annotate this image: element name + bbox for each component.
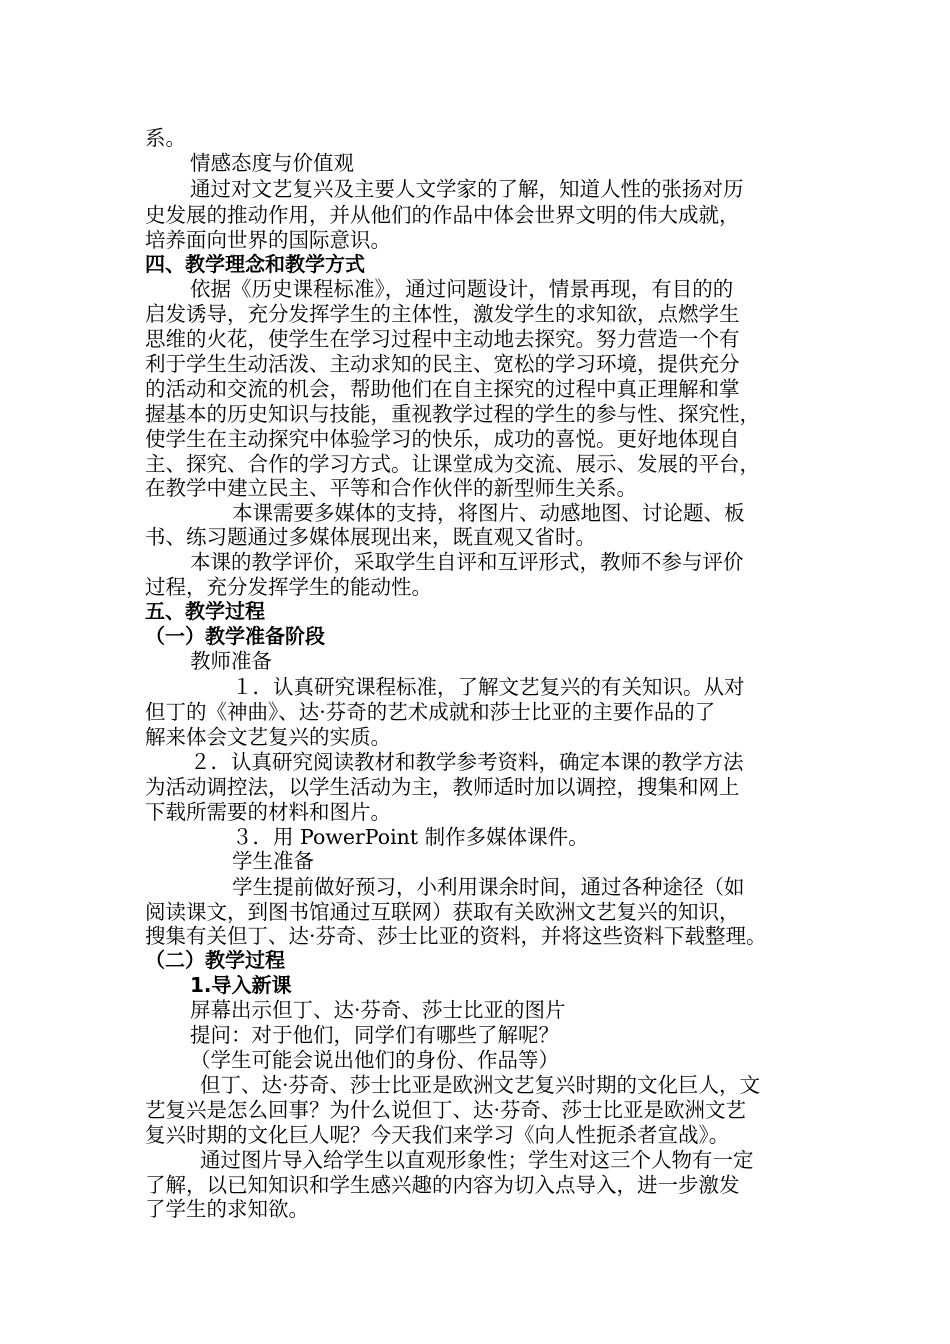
paragraph-line: 思维的火花，使学生在学习过程中主动地去探究。努力营造一个有 xyxy=(145,327,740,351)
paragraph-line: 下载所需要的材料和图片。 xyxy=(145,800,391,824)
paragraph-line: 使学生在主动探究中体验学习的快乐，成功的喜悦。更好地体现自 xyxy=(145,427,740,451)
paragraph-line: 提问：对于他们，同学们有哪些了解呢？ xyxy=(190,1023,559,1047)
paragraph-line: 培养面向世界的国际意识。 xyxy=(145,228,391,252)
paragraph-line: 了解，以已知知识和学生感兴趣的内容为切入点导入，进一步激发 xyxy=(145,1173,740,1197)
paragraph-line: 依据《历史课程标准》，通过问题设计，情景再现，有目的的 xyxy=(190,277,734,301)
paragraph-line: ３．用 PowerPoint 制作多媒体课件。 xyxy=(232,825,589,849)
paragraph-line: 过程，充分发挥学生的能动性。 xyxy=(145,575,432,599)
paragraph-line: 阅读课文，到图书馆通过互联网）获取有关欧洲文艺复兴的知识， xyxy=(145,900,740,924)
paragraph-line: 解来体会文艺复兴的实质。 xyxy=(145,725,391,749)
paragraph-line: 屏幕出示但丁、达·芬奇、莎士比亚的图片 xyxy=(190,998,566,1022)
paragraph-line: 学生提前做好预习，小利用课余时间，通过各种途径（如 xyxy=(232,875,745,899)
paragraph-line: 利于学生生动活泼、主动求知的民主、宽松的学习环境，提供充分 xyxy=(145,352,740,376)
paragraph-line: 本课需要多媒体的支持，将图片、动感地图、讨论题、板 xyxy=(232,501,745,525)
paragraph-line: 在教学中建立民主、平等和合作伙伴的新型师生关系。 xyxy=(145,476,637,500)
paragraph-line: 握基本的历史知识与技能，重视教学过程的学生的参与性、探究性， xyxy=(145,402,760,426)
paragraph-line: 启发诱导，充分发挥学生的主体性，激发学生的求知欲，点燃学生 xyxy=(145,302,740,326)
paragraph-line: ２．认真研究阅读教材和教学参考资料，确定本课的教学方法 xyxy=(190,750,744,774)
paragraph-line: 情感态度与价值观 xyxy=(190,151,354,175)
section-heading: （二）教学过程 xyxy=(145,948,285,972)
paragraph-line: （学生可能会说出他们的身份、作品等） xyxy=(190,1048,559,1072)
paragraph-line: 为活动调控法，以学生活动为主，教师适时加以调控，搜集和网上 xyxy=(145,775,740,799)
paragraph-line: 教师准备 xyxy=(190,649,272,673)
paragraph-line: 通过对文艺复兴及主要人文学家的了解，知道人性的张扬对历 xyxy=(190,177,744,201)
paragraph-line: 主、探究、合作的学习方式。让课堂成为交流、展示、发展的平台， xyxy=(145,452,760,476)
section-heading: 四、教学理念和教学方式 xyxy=(145,252,365,276)
paragraph-line: 系。 xyxy=(145,126,186,150)
paragraph-line: 了学生的求知欲。 xyxy=(145,1197,309,1221)
paragraph-line: 本课的教学评价，采取学生自评和互评形式，教师不参与评价 xyxy=(190,550,744,574)
paragraph-line: 学生准备 xyxy=(232,849,314,873)
paragraph-line: 通过图片导入给学生以直观形象性；学生对这三个人物有一定 xyxy=(200,1148,754,1172)
paragraph-line: 但丁、达·芬奇、莎士比亚是欧洲文艺复兴时期的文化巨人，文 xyxy=(200,1073,761,1097)
section-heading: 五、教学过程 xyxy=(145,599,265,623)
paragraph-line: 复兴时期的文化巨人呢？今天我们来学习《向人性扼杀者宣战》。 xyxy=(145,1123,730,1147)
paragraph-line: 搜集有关但丁、达·芬奇、莎士比亚的资料，并将这些资料下载整理。 xyxy=(145,924,767,948)
paragraph-line: 史发展的推动作用，并从他们的作品中体会世界文明的伟大成就， xyxy=(145,203,740,227)
section-heading: 1.导入新课 xyxy=(190,973,292,997)
paragraph-line: 书、练习题通过多媒体展现出来，既直观又省时。 xyxy=(145,525,596,549)
paragraph-line: 的活动和交流的机会，帮助他们在自主探究的过程中真正理解和掌 xyxy=(145,377,740,401)
paragraph-line: １．认真研究课程标准，了解文艺复兴的有关知识。从对 xyxy=(232,675,745,699)
section-heading: （一）教学准备阶段 xyxy=(145,624,325,648)
paragraph-line: 但丁的《神曲》、达·芬奇的艺术成就和莎士比亚的主要作品的了 xyxy=(145,700,716,724)
paragraph-line: 艺复兴是怎么回事？为什么说但丁、达·芬奇、莎士比亚是欧洲文艺 xyxy=(145,1098,747,1122)
